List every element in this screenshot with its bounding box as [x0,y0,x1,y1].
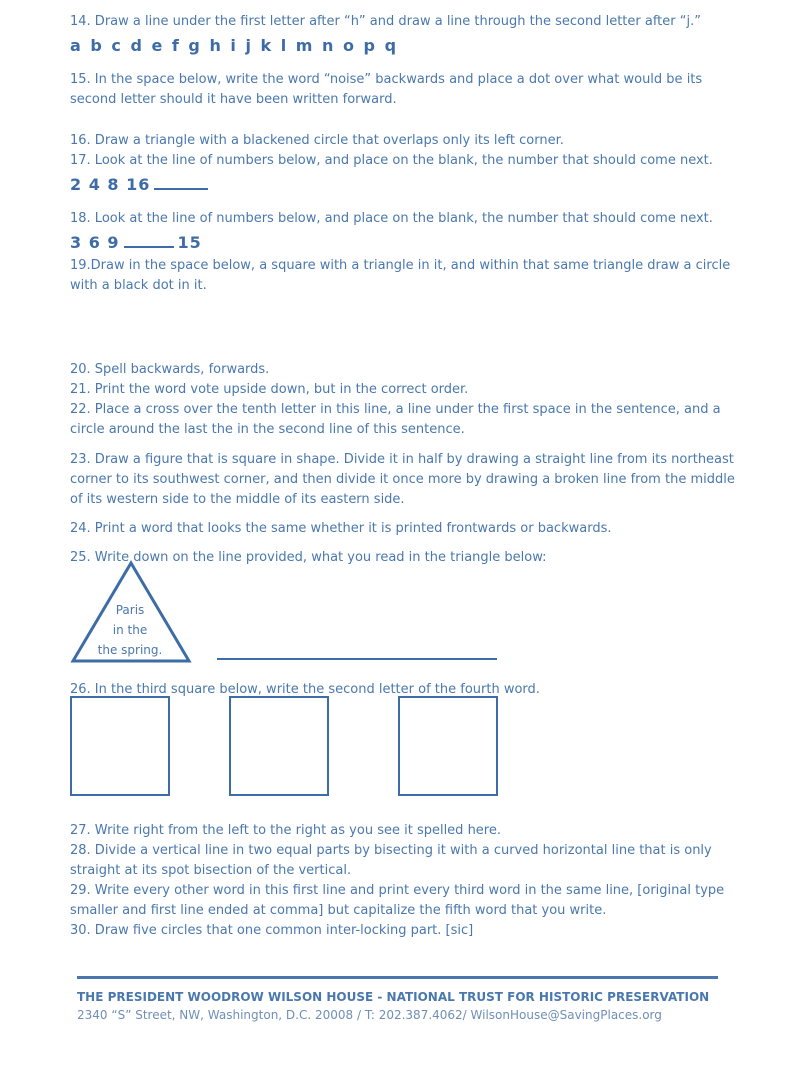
number-sequence-2 [70,232,202,253]
question-15: 15. In the space below, write the word “noise” backwards and place a dot over what would be its second letter should it have been written forward. [70,72,703,107]
question-16: 16. Draw a triangle with a blackened circle that overlaps only its left corner. [70,133,564,148]
question-28: 28. Divide a vertical line in two equal parts by bisecting it with a curved horizontal line that is only straight at its spot bisection of the vertical. [70,843,712,878]
sequence-1-values: 2 4 8 16 [70,175,151,194]
square-2[interactable] [229,696,329,796]
question-27: 27. Write right from the left to the right as you see it spelled here. [70,823,501,838]
number-sequence-1 [70,174,208,195]
question-20: 20. Spell backwards, forwards. [70,362,270,377]
triangle-line-3: the spring. [97,643,163,657]
alphabet-line: a b c d e f g h i j k l m n o p q [70,36,399,55]
question-17: 17. Look at the line of numbers below, and place on the blank, the number that should come next. [70,153,713,168]
triangle-line-1: Paris [115,603,145,617]
footer-title: THE PRESIDENT WOODROW WILSON HOUSE - NATIONAL TRUST FOR HISTORIC PRESERVATION [77,990,710,1004]
triangle-text [96,600,164,660]
question-14: 14. Draw a line under the first letter after “h” and draw a line through the second letter after “j.” [70,14,701,29]
question-25: 25. Write down on the line provided, what you read in the triangle below: [70,550,547,565]
square-1[interactable] [70,696,170,796]
footer-divider [77,976,718,979]
triangle-line-2: in the [112,623,148,637]
question-19: 19.Draw in the space below, a square with a triangle in it, and within that same triangle draw a circle with a black dot in it. [70,258,731,293]
footer-address: 2340 “S” Street, NW, Washington, D.C. 20008 / T: 202.387.4062/ WilsonHouse@SavingPlaces.org [77,1008,662,1022]
question-29: 29. Write every other word in this first line and print every third word in the same line, [original type smaller and first line ended at comma] but capitalize the fifth word that you write. [70,883,725,918]
sequence-2-end: 15 [177,233,202,252]
question-22: 22. Place a cross over the tenth letter in this line, a line under the first space in the sentence, and a circle around the last the in the second line of this sentence. [70,402,721,437]
question-26: 26. In the third square below, write the second letter of the fourth word. [70,682,540,697]
answer-line[interactable] [217,658,497,660]
sequence-2-start: 3 6 9 [70,233,120,252]
question-24: 24. Print a word that looks the same whether it is printed frontwards or backwards. [70,521,612,536]
sequence-2-blank[interactable] [124,232,174,248]
square-3[interactable] [398,696,498,796]
question-18: 18. Look at the line of numbers below, and place on the blank, the number that should come next. [70,211,713,226]
question-21: 21. Print the word vote upside down, but in the correct order. [70,382,469,397]
question-23: 23. Draw a figure that is square in shape. Divide it in half by drawing a straight line from its northeast corner to its southwest corner, and then divide it once more by drawing a broken line from the middle of its western side to the middle of its eastern side. [70,452,735,507]
question-30: 30. Draw five circles that one common inter-locking part. [sic] [70,923,474,938]
sequence-1-blank[interactable] [154,174,208,190]
